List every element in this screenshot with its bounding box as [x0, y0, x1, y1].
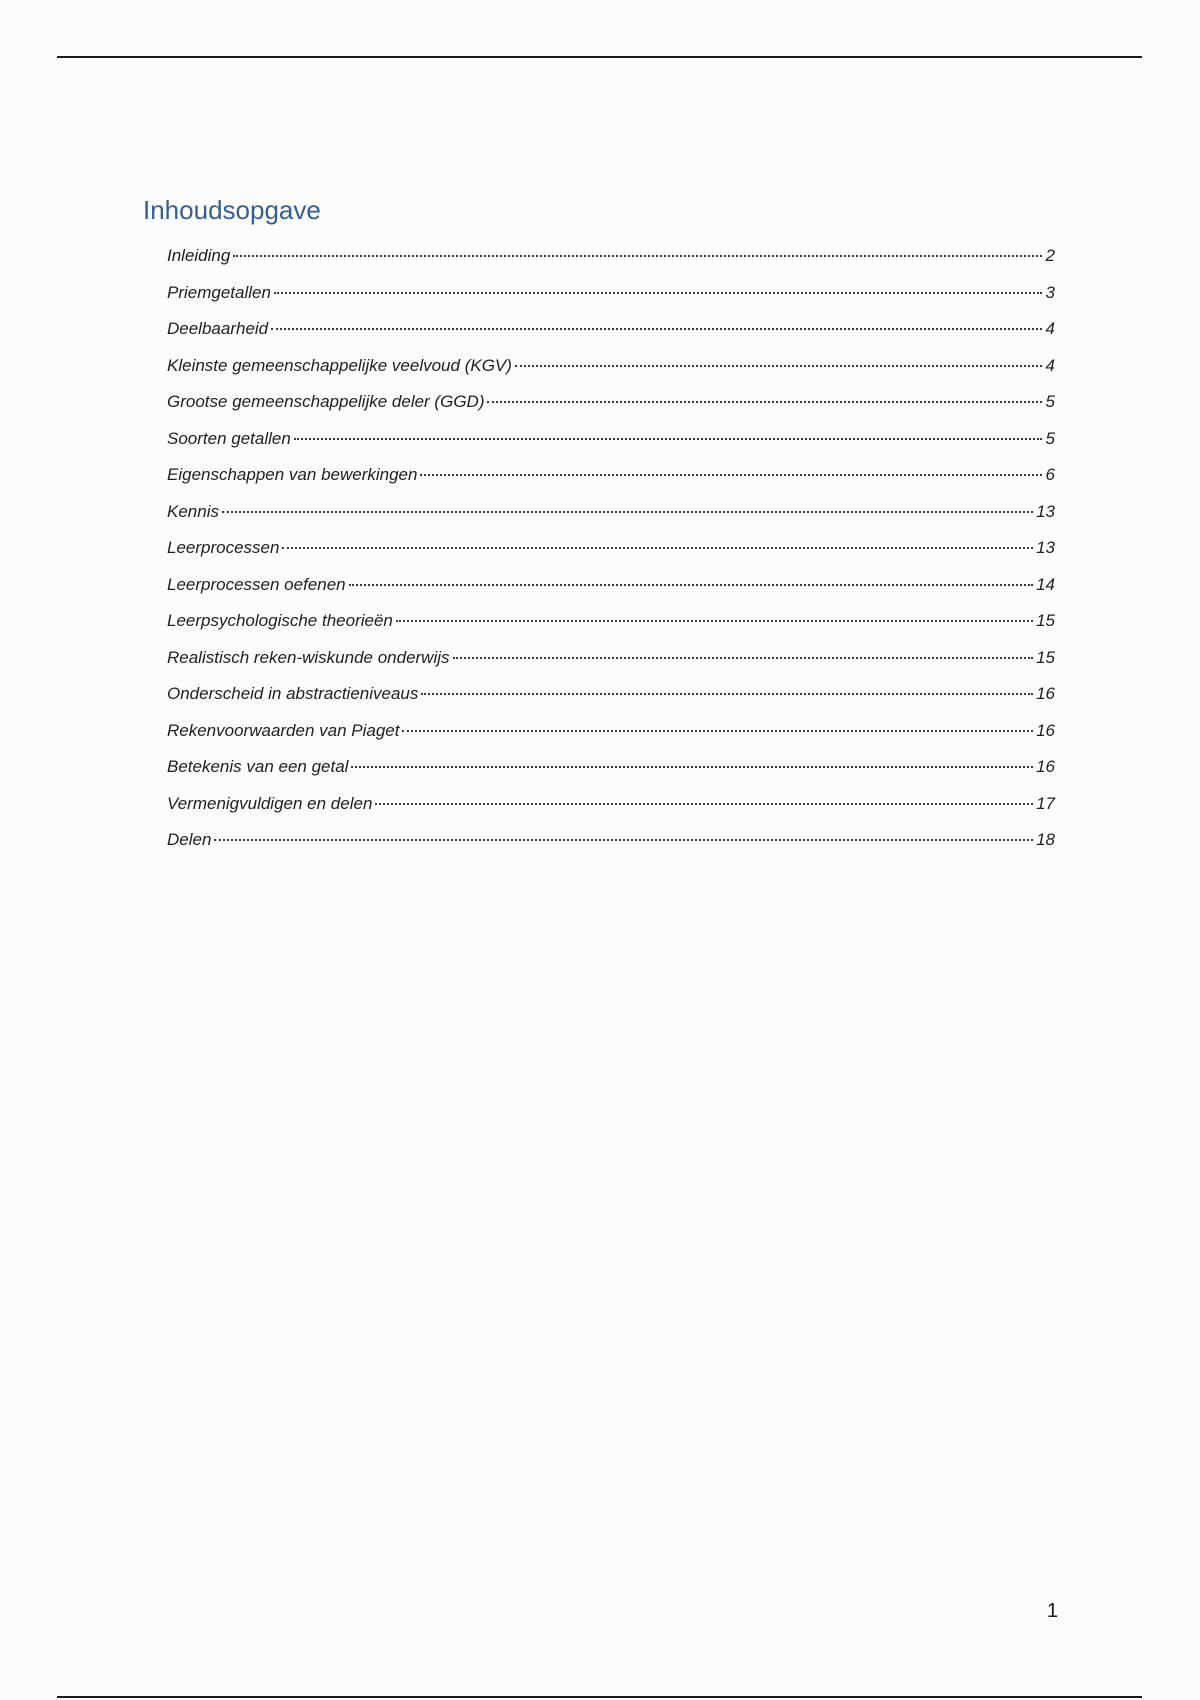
toc-entry[interactable]: [167, 457, 1055, 494]
toc-entry-page: 16: [1036, 684, 1055, 703]
dot-leader: [214, 839, 1033, 841]
toc-entry-page: 4: [1045, 355, 1055, 375]
dot-leader: [487, 401, 1042, 403]
footer-rule: [57, 1696, 1142, 1698]
toc-entry[interactable]: [167, 713, 1055, 750]
toc-entry[interactable]: [167, 603, 1055, 640]
toc-entry-page: 17: [1036, 793, 1055, 813]
toc-entry-label: Soorten getallen: [167, 428, 291, 448]
toc-entry-page: 13: [1036, 501, 1055, 521]
toc-entry-page: 5: [1045, 392, 1055, 411]
toc-entry-label: Leerpsychologische theorieën: [167, 611, 393, 630]
dot-leader: [351, 766, 1033, 768]
dot-leader: [402, 730, 1033, 732]
toc-entry-label: Realistisch reken-wiskunde onderwijs: [167, 647, 450, 667]
toc-entry-page: 3: [1045, 282, 1055, 302]
toc-entry-page: 5: [1045, 428, 1055, 448]
toc-entry[interactable]: [167, 530, 1055, 567]
toc-entry-label: Delen: [167, 830, 212, 849]
toc-entry[interactable]: [167, 348, 1055, 385]
toc-entry-page: 13: [1036, 538, 1055, 557]
dot-leader: [420, 474, 1042, 476]
toc-entry-label: Eigenschappen van bewerkingen: [167, 465, 418, 484]
dot-leader: [294, 438, 1042, 440]
toc-entry[interactable]: [167, 238, 1055, 275]
toc-entry-page: 14: [1036, 574, 1055, 594]
toc-entry[interactable]: [167, 567, 1055, 604]
toc-entry-page: 2: [1045, 246, 1055, 265]
dot-leader: [274, 292, 1042, 294]
toc-entry-label: Grootse gemeenschappelijke deler (GGD): [167, 392, 485, 411]
table-of-contents: [143, 190, 1055, 859]
toc-entry-page: 6: [1045, 465, 1055, 484]
toc-entry-page: 15: [1036, 611, 1055, 630]
toc-entry-label: Betekenis van een getal: [167, 757, 349, 776]
toc-entry[interactable]: [167, 384, 1055, 421]
dot-leader: [396, 620, 1033, 622]
toc-entry-page: 16: [1036, 720, 1055, 740]
dot-leader: [282, 547, 1033, 549]
toc-entry-label: Deelbaarheid: [167, 319, 269, 338]
header-rule: [57, 56, 1142, 58]
dot-leader: [271, 328, 1042, 330]
page-number: 1: [1046, 1600, 1058, 1622]
toc-entry-page: 18: [1036, 830, 1055, 849]
toc-entry-label: Vermenigvuldigen en delen: [167, 793, 373, 813]
toc-entry-label: Rekenvoorwaarden van Piaget: [167, 720, 400, 740]
toc-entry[interactable]: [167, 822, 1055, 859]
dot-leader: [233, 255, 1042, 257]
toc-entry-page: 4: [1045, 319, 1055, 338]
toc-entry-label: Onderscheid in abstractieniveaus: [167, 684, 419, 703]
toc-list: [143, 238, 1055, 859]
toc-entry-label: Leerprocessen: [167, 538, 280, 557]
toc-entry-label: Leerprocessen oefenen: [167, 574, 346, 594]
toc-entry-label: Inleiding: [167, 246, 231, 265]
toc-entry[interactable]: [167, 676, 1055, 713]
toc-entry-label: Priemgetallen: [167, 282, 271, 302]
toc-entry[interactable]: [167, 749, 1055, 786]
dot-leader: [375, 803, 1033, 805]
dot-leader: [515, 365, 1042, 367]
dot-leader: [453, 657, 1034, 659]
toc-entry-label: Kleinste gemeenschappelijke veelvoud (KGV): [167, 355, 512, 375]
toc-entry[interactable]: [167, 640, 1055, 677]
toc-entry-page: 16: [1036, 757, 1055, 776]
dot-leader: [222, 511, 1033, 513]
dot-leader: [349, 584, 1033, 586]
toc-entry[interactable]: [167, 311, 1055, 348]
toc-entry[interactable]: [167, 421, 1055, 458]
dot-leader: [421, 693, 1033, 695]
toc-entry[interactable]: [167, 275, 1055, 312]
toc-title: Inhoudsopgave: [143, 195, 321, 225]
toc-entry[interactable]: [167, 494, 1055, 531]
toc-entry-label: Kennis: [167, 501, 219, 521]
toc-entry[interactable]: [167, 786, 1055, 823]
toc-entry-page: 15: [1036, 647, 1055, 667]
